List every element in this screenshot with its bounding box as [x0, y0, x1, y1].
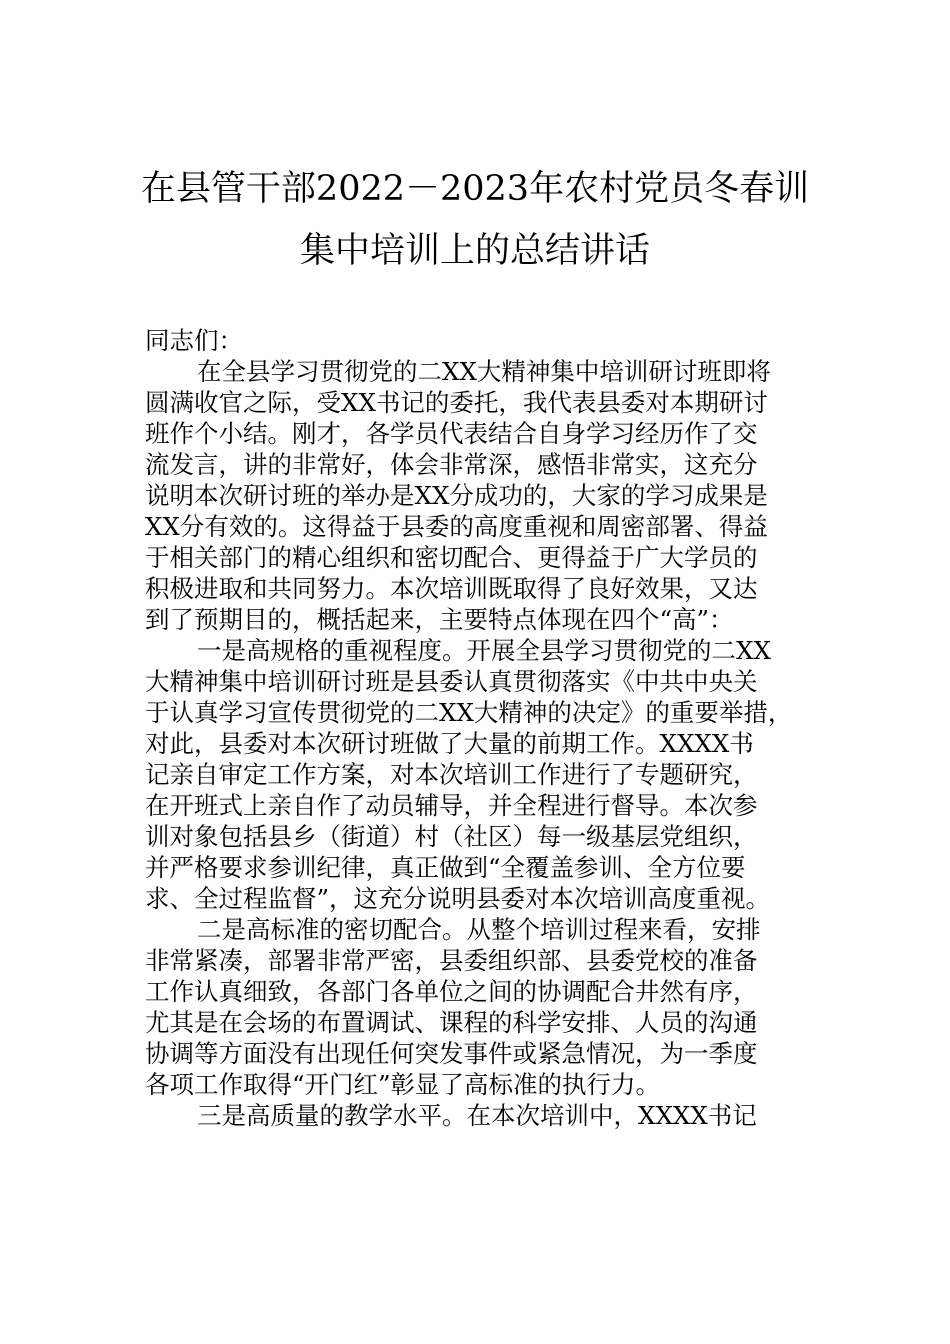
paragraph-line: 班作个小结。刚才，各学员代表结合自身学习经历作了交 [145, 419, 758, 448]
document-title [120, 158, 830, 282]
paragraph-line: XX分有效的。这得益于县委的高度重视和周密部署、得益 [145, 512, 768, 541]
paragraph-line: 各项工作取得“开门红”彰显了高标准的执行力。 [145, 1070, 661, 1099]
paragraph-2 [145, 635, 835, 914]
paragraph-line: 二是高标准的密切配合。从整个培训过程来看，安排 [197, 915, 761, 944]
paragraph-line: 工作认真细致，各部门各单位之间的协调配合井然有序， [145, 977, 758, 1006]
paragraph-line: 于认真学习宣传贯彻党的二XX大精神的决定》的重要举措， [145, 698, 793, 727]
paragraph-line: 到了预期目的，概括起来，主要特点体现在四个“高”： [145, 605, 734, 634]
paragraph-3 [145, 914, 835, 1100]
title-line-1: 在县管干部2022－2023年农村党员冬春训 [140, 169, 810, 209]
paragraph-line: 并严格要求参训纪律，真正做到“全覆盖参训、全方位要 [145, 853, 746, 882]
paragraph-line: 对此，县委对本次研讨班做了大量的前期工作。XXXX书 [145, 729, 754, 758]
paragraph-line: 非常紧凑，部署非常严密，县委组织部、县委党校的准备 [145, 946, 758, 975]
paragraph-line: 求、全过程监督”，这充分说明县委对本次培训高度重视。 [145, 884, 771, 913]
paragraph-1 [145, 356, 835, 635]
title-line-2: 集中培训上的总结讲话 [299, 231, 650, 271]
paragraph-line: 大精神集中培训研讨班是县委认真贯彻落实《中共中央关 [145, 667, 758, 696]
paragraph-line: 协调等方面没有出现任何突发事件或紧急情况，为一季度 [145, 1039, 758, 1068]
paragraph-4 [145, 1100, 835, 1131]
paragraph-line: 记亲自审定工作方案，对本次培训工作进行了专题研究， [145, 760, 758, 789]
paragraph-line: 在全县学习贯彻党的二XX大精神集中培训研讨班即将 [197, 357, 771, 386]
paragraph-line: 圆满收官之际，受XX书记的委托，我代表县委对本期研讨 [145, 388, 768, 417]
paragraph-line: 尤其是在会场的布置调试、课程的科学安排、人员的沟通 [145, 1008, 758, 1037]
paragraph-line: 流发言，讲的非常好，体会非常深，感悟非常实，这充分 [145, 450, 758, 479]
paragraph-line: 在开班式上亲自作了动员辅导，并全程进行督导。本次参 [145, 791, 758, 820]
paragraph-line: 积极进取和共同努力。本次培训既取得了良好效果，又达 [145, 574, 758, 603]
salutation: 同志们： [145, 326, 243, 355]
document-body [145, 325, 835, 1131]
paragraph-line: 训对象包括县乡（街道）村（社区）每一级基层党组织， [145, 822, 758, 851]
paragraph-line: 一是高规格的重视程度。开展全县学习贯彻党的二XX [197, 636, 771, 665]
paragraph-line: 说明本次研讨班的举办是XX分成功的，大家的学习成果是 [145, 481, 768, 510]
paragraph-line: 三是高质量的教学水平。在本次培训中，XXXX书记 [197, 1101, 757, 1130]
paragraph-line: 于相关部门的精心组织和密切配合、更得益于广大学员的 [145, 543, 758, 572]
